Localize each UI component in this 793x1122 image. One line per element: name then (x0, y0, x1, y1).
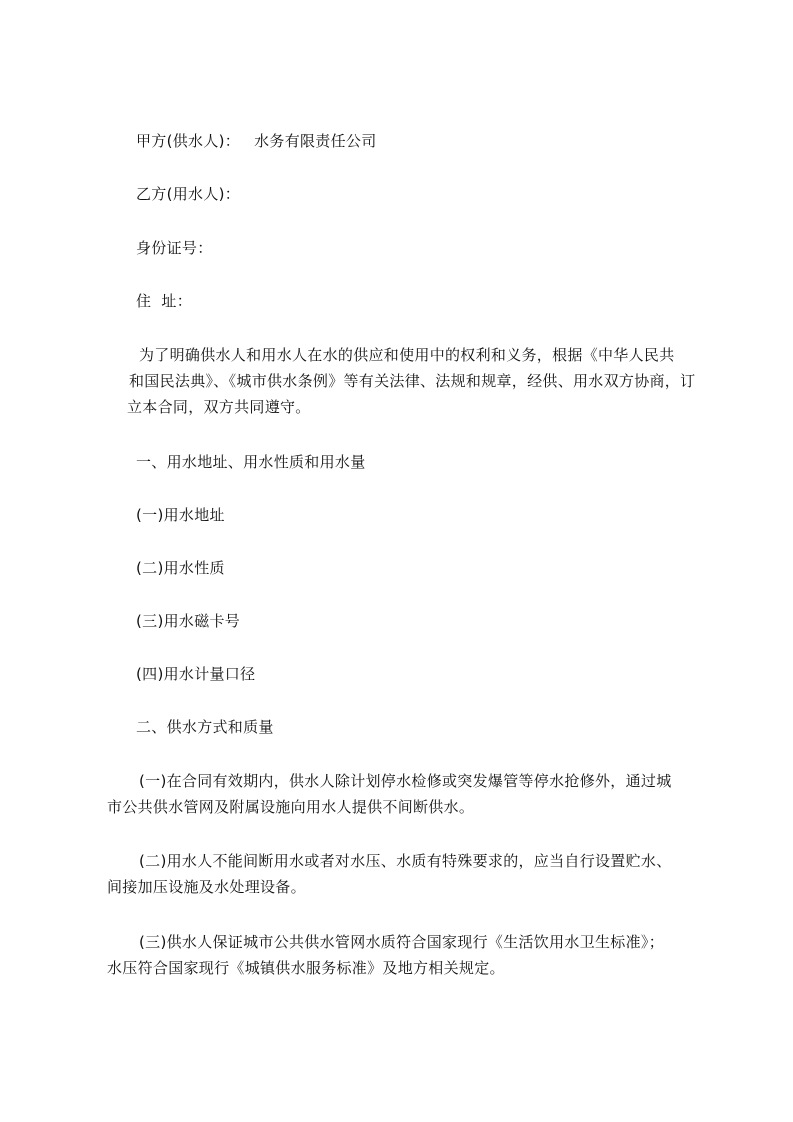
party-a-line (136, 131, 377, 151)
section-1-item: (二)用水性质 (136, 559, 225, 577)
section-2-clause (107, 929, 697, 981)
preamble-paragraph (107, 342, 697, 420)
clause-line: 市公共供水管网及附属设施向用水人提供不间断供水。 (107, 798, 475, 816)
preamble-line: 为了明确供水人和用水人在水的供应和使用中的权利和义务，根据《中华人民共 (139, 346, 675, 364)
section-1-item: (四)用水计量口径 (136, 665, 256, 683)
address-label: 住 址： (136, 292, 193, 310)
section-2-clause (107, 848, 697, 900)
party-b-label: 乙方(用水人)： (136, 185, 241, 203)
clause-line: (一)在合同有效期内，供水人除计划停水检修或突发爆管等停水抢修外，通过城 (139, 772, 672, 790)
clause-line: (三)供水人保证城市公共供水管网水质符合国家现行《生活饮用水卫生标准》； (139, 933, 665, 951)
id-number-label: 身份证号： (136, 239, 213, 257)
party-a-label: 甲方(供水人)： (136, 132, 241, 150)
preamble-line: 和国民法典》、《城市供水条例》等有关法律、法规和规章，经供、用水双方协商，订 (129, 372, 696, 390)
preamble-line: 立本合同，双方共同遵守。 (127, 398, 311, 416)
clause-line: (二)用水人不能间断用水或者对水压、水质有特殊要求的，应当自行设置贮水、 (139, 852, 672, 870)
clause-line: 间接加压设施及水处理设备。 (107, 878, 306, 896)
party-a-value: 水务有限责任公司 (254, 132, 377, 150)
section-1-heading: 一、用水地址、用水性质和用水量 (136, 453, 366, 471)
section-2-heading: 二、供水方式和质量 (136, 718, 274, 736)
section-1-item: (三)用水磁卡号 (136, 612, 241, 630)
section-2-clause (107, 768, 697, 820)
clause-line: 水压符合国家现行《城镇供水服务标准》及地方相关规定。 (107, 959, 505, 977)
section-1-item: (一)用水地址 (136, 506, 225, 524)
